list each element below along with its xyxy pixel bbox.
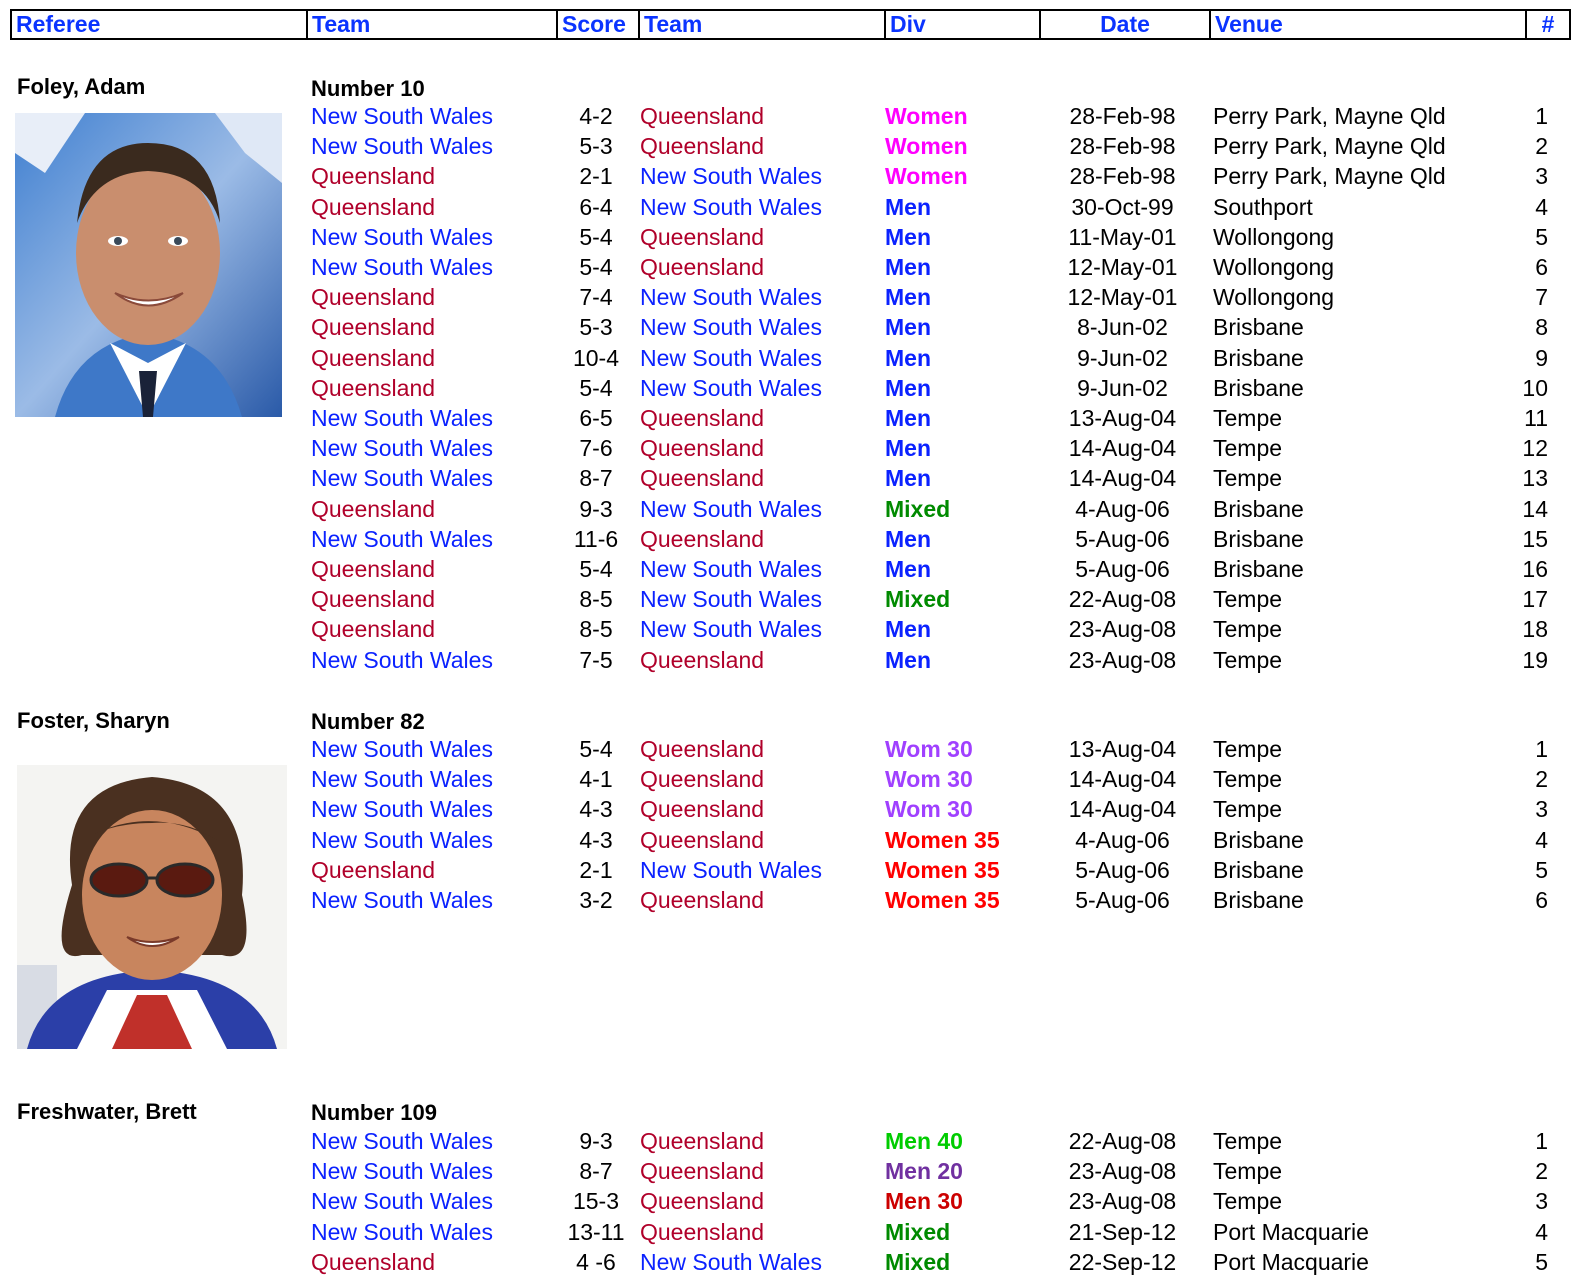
- game-row: [0, 764, 1582, 794]
- game-row: [0, 1186, 1582, 1216]
- home-team: New South Wales: [311, 736, 493, 762]
- game-date: 22-Sep-12: [1068, 1248, 1177, 1275]
- venue: Brisbane: [1213, 495, 1304, 522]
- home-team: Queensland: [311, 284, 436, 311]
- game-date: 5-Aug-06: [1075, 525, 1170, 552]
- game-date: 23-Aug-08: [1068, 616, 1177, 643]
- game-date: 28-Feb-98: [1069, 103, 1176, 129]
- score: 5-4: [579, 374, 613, 401]
- away-team: Queensland: [640, 1128, 765, 1154]
- game-date: 14-Aug-04: [1068, 465, 1177, 492]
- division: Men: [885, 435, 931, 462]
- game-date: 28-Feb-98: [1069, 163, 1176, 190]
- away-team: Queensland: [640, 1218, 765, 1245]
- division: Men: [885, 556, 931, 582]
- division: Men: [885, 374, 931, 401]
- division: Women 35: [885, 856, 1000, 883]
- referee-name: Foley, Adam: [17, 74, 146, 99]
- game-number: 10: [1522, 374, 1548, 401]
- game-number: 4: [1535, 1218, 1548, 1245]
- venue: Wollongong: [1213, 254, 1335, 280]
- game-row: [0, 1126, 1582, 1156]
- score: 15-3: [572, 1188, 620, 1215]
- score: 5-3: [579, 314, 613, 341]
- game-row: [0, 885, 1582, 915]
- home-team: New South Wales: [311, 826, 493, 853]
- game-number: 5: [1535, 856, 1548, 883]
- game-row: [0, 584, 1582, 614]
- venue: Tempe: [1213, 1188, 1283, 1215]
- home-team: New South Wales: [311, 796, 493, 823]
- game-date: 22-Aug-08: [1068, 1128, 1177, 1154]
- game-row: [0, 1217, 1582, 1247]
- game-row: [0, 433, 1582, 463]
- away-team: Queensland: [640, 796, 765, 823]
- game-date: 5-Aug-06: [1075, 856, 1170, 883]
- game-date: 28-Feb-98: [1069, 133, 1176, 160]
- venue: Perry Park, Mayne Qld: [1213, 133, 1446, 160]
- score: 4-3: [579, 826, 613, 853]
- venue: Tempe: [1213, 766, 1283, 793]
- game-row: [0, 1156, 1582, 1186]
- score: 8-5: [579, 586, 613, 613]
- game-date: 4-Aug-06: [1075, 495, 1170, 522]
- game-number: 9: [1535, 344, 1548, 371]
- home-team: New South Wales: [311, 766, 493, 793]
- away-team: Queensland: [640, 766, 765, 793]
- game-row: [0, 855, 1582, 885]
- home-team: New South Wales: [311, 887, 493, 913]
- game-number: 4: [1535, 193, 1548, 220]
- away-team: Queensland: [640, 646, 765, 673]
- venue: Brisbane: [1213, 826, 1304, 853]
- header-venue: Venue: [1209, 11, 1525, 38]
- score: 7-4: [579, 284, 613, 311]
- score: 10-4: [572, 344, 620, 371]
- game-date: 8-Jun-02: [1077, 314, 1168, 341]
- division: Men: [885, 405, 931, 431]
- game-row: [0, 161, 1582, 191]
- venue: Tempe: [1213, 796, 1283, 823]
- venue: Brisbane: [1213, 856, 1304, 883]
- away-team: New South Wales: [640, 495, 822, 522]
- venue: Tempe: [1213, 1158, 1283, 1185]
- game-row: [0, 192, 1582, 222]
- game-date: 5-Aug-06: [1075, 556, 1170, 582]
- away-team: Queensland: [640, 826, 765, 853]
- home-team: New South Wales: [311, 525, 493, 552]
- header-date: Date: [1039, 11, 1209, 38]
- home-team: Queensland: [311, 856, 436, 883]
- game-number: 6: [1535, 254, 1548, 280]
- score: 6-4: [579, 193, 613, 220]
- game-date: 14-Aug-04: [1068, 766, 1177, 793]
- score: 5-4: [579, 736, 613, 762]
- referee-number: Number 82: [311, 709, 425, 734]
- header-team-2: Team: [638, 11, 884, 38]
- division: Women 35: [885, 826, 1000, 853]
- score: 5-4: [579, 556, 613, 582]
- division: Men: [885, 223, 931, 250]
- game-number: 19: [1522, 646, 1548, 673]
- away-team: Queensland: [640, 405, 765, 431]
- score: 4-2: [579, 103, 613, 129]
- game-row: [0, 463, 1582, 493]
- venue: Port Macquarie: [1213, 1248, 1369, 1275]
- header-score: Score: [556, 11, 638, 38]
- venue: Tempe: [1213, 646, 1283, 673]
- referee-name: Freshwater, Brett: [17, 1099, 197, 1124]
- home-team: Queensland: [311, 374, 436, 401]
- away-team: New South Wales: [640, 556, 822, 582]
- game-row: [0, 312, 1582, 342]
- away-team: Queensland: [640, 103, 765, 129]
- header-team-1: Team: [306, 11, 556, 38]
- game-date: 21-Sep-12: [1068, 1218, 1177, 1245]
- home-team: Queensland: [311, 193, 436, 220]
- game-number: 2: [1535, 766, 1548, 793]
- game-number: 12: [1522, 435, 1548, 462]
- game-number: 15: [1522, 525, 1548, 552]
- venue: Brisbane: [1213, 887, 1304, 913]
- division: Wom 30: [885, 766, 973, 793]
- score: 4 -6: [576, 1248, 616, 1275]
- score: 5-3: [579, 133, 613, 160]
- venue: Brisbane: [1213, 556, 1304, 582]
- referee-number: Number 10: [311, 76, 425, 101]
- away-team: New South Wales: [640, 193, 822, 220]
- away-team: Queensland: [640, 254, 765, 280]
- home-team: New South Wales: [311, 223, 493, 250]
- score: 5-4: [579, 223, 613, 250]
- division: Mixed: [885, 1248, 951, 1275]
- game-date: 9-Jun-02: [1077, 344, 1168, 371]
- away-team: New South Wales: [640, 284, 822, 311]
- game-number: 2: [1535, 1158, 1548, 1185]
- venue: Tempe: [1213, 586, 1283, 613]
- division: Men: [885, 525, 931, 552]
- venue: Wollongong: [1213, 284, 1335, 311]
- game-row: [0, 373, 1582, 403]
- game-row: [0, 282, 1582, 312]
- venue: Tempe: [1213, 465, 1283, 492]
- home-team: New South Wales: [311, 103, 493, 129]
- division: Men 30: [885, 1188, 963, 1215]
- division: Mixed: [885, 1218, 951, 1245]
- division: Men: [885, 254, 931, 280]
- game-date: 30-Oct-99: [1071, 193, 1174, 220]
- score: 3-2: [579, 887, 613, 913]
- game-date: 13-Aug-04: [1068, 405, 1177, 431]
- division: Wom 30: [885, 736, 973, 762]
- home-team: New South Wales: [311, 133, 493, 160]
- game-date: 4-Aug-06: [1075, 826, 1170, 853]
- venue: Tempe: [1213, 736, 1283, 762]
- score: 8-7: [579, 465, 613, 492]
- division: Men 40: [885, 1128, 963, 1154]
- game-number: 5: [1535, 223, 1548, 250]
- venue: Perry Park, Mayne Qld: [1213, 103, 1446, 129]
- game-number: 1: [1535, 736, 1548, 762]
- column-header-bar: [10, 9, 1571, 40]
- venue: Brisbane: [1213, 314, 1304, 341]
- away-team: Queensland: [640, 465, 765, 492]
- away-team: New South Wales: [640, 374, 822, 401]
- referee-name: Foster, Sharyn: [17, 708, 170, 733]
- home-team: Queensland: [311, 586, 436, 613]
- game-number: 2: [1535, 133, 1548, 160]
- venue: Tempe: [1213, 1128, 1283, 1154]
- score: 9-3: [579, 495, 613, 522]
- game-date: 11-May-01: [1068, 223, 1177, 250]
- home-team: Queensland: [311, 344, 436, 371]
- division: Mixed: [885, 586, 951, 613]
- venue: Tempe: [1213, 405, 1283, 431]
- game-number: 1: [1535, 103, 1548, 129]
- game-number: 1: [1535, 1128, 1548, 1154]
- away-team: New South Wales: [640, 856, 822, 883]
- game-number: 8: [1535, 314, 1548, 341]
- game-date: 9-Jun-02: [1077, 374, 1168, 401]
- game-row: [0, 343, 1582, 373]
- game-date: 13-Aug-04: [1068, 736, 1177, 762]
- away-team: Queensland: [640, 525, 765, 552]
- venue: Brisbane: [1213, 525, 1304, 552]
- home-team: New South Wales: [311, 1188, 493, 1215]
- venue: Wollongong: [1213, 223, 1335, 250]
- home-team: Queensland: [311, 314, 436, 341]
- away-team: Queensland: [640, 223, 765, 250]
- venue: Port Macquarie: [1213, 1218, 1369, 1245]
- game-row: [0, 794, 1582, 824]
- division: Mixed: [885, 495, 951, 522]
- away-team: Queensland: [640, 435, 765, 462]
- division: Men: [885, 344, 931, 371]
- game-date: 14-Aug-04: [1068, 435, 1177, 462]
- game-row: [0, 524, 1582, 554]
- away-team: Queensland: [640, 1158, 765, 1185]
- game-row: [0, 1247, 1582, 1277]
- home-team: New South Wales: [311, 1128, 493, 1154]
- division: Men: [885, 284, 931, 311]
- game-row: [0, 645, 1582, 675]
- division: Women: [885, 133, 968, 160]
- game-number: 14: [1522, 495, 1548, 522]
- division: Women 35: [885, 887, 1000, 913]
- game-row: [0, 403, 1582, 433]
- home-team: New South Wales: [311, 1218, 493, 1245]
- game-date: 12-May-01: [1067, 254, 1178, 280]
- game-row: [0, 734, 1582, 764]
- game-number: 18: [1522, 616, 1548, 643]
- venue: Perry Park, Mayne Qld: [1213, 163, 1446, 190]
- game-number: 6: [1535, 887, 1548, 913]
- home-team: Queensland: [311, 495, 436, 522]
- home-team: New South Wales: [311, 435, 493, 462]
- away-team: Queensland: [640, 736, 765, 762]
- game-number: 3: [1535, 163, 1548, 190]
- away-team: New South Wales: [640, 586, 822, 613]
- score: 8-7: [579, 1158, 613, 1185]
- home-team: New South Wales: [311, 254, 493, 280]
- away-team: Queensland: [640, 133, 765, 160]
- game-row: [0, 614, 1582, 644]
- division: Men: [885, 193, 931, 220]
- away-team: Queensland: [640, 887, 765, 913]
- division: Men: [885, 314, 931, 341]
- game-number: 16: [1522, 556, 1548, 582]
- score: 4-1: [579, 766, 613, 793]
- division: Men: [885, 616, 931, 643]
- referee-number: Number 109: [311, 1100, 437, 1125]
- venue: Southport: [1213, 193, 1313, 220]
- home-team: New South Wales: [311, 1158, 493, 1185]
- score: 5-4: [579, 254, 613, 280]
- game-number: 3: [1535, 796, 1548, 823]
- home-team: New South Wales: [311, 465, 493, 492]
- game-row: [0, 131, 1582, 161]
- game-date: 23-Aug-08: [1068, 646, 1177, 673]
- game-row: [0, 222, 1582, 252]
- away-team: New South Wales: [640, 344, 822, 371]
- game-row: [0, 825, 1582, 855]
- game-number: 3: [1535, 1188, 1548, 1215]
- home-team: New South Wales: [311, 405, 493, 431]
- away-team: New South Wales: [640, 1248, 822, 1275]
- score: 6-5: [579, 405, 613, 431]
- division: Women: [885, 103, 968, 129]
- home-team: New South Wales: [311, 646, 493, 673]
- game-date: 14-Aug-04: [1068, 796, 1177, 823]
- away-team: Queensland: [640, 1188, 765, 1215]
- game-number: 11: [1524, 405, 1548, 431]
- game-date: 5-Aug-06: [1075, 887, 1170, 913]
- score: 11-6: [573, 525, 619, 552]
- away-team: New South Wales: [640, 314, 822, 341]
- home-team: Queensland: [311, 1248, 436, 1275]
- score: 7-5: [579, 646, 613, 673]
- game-number: 17: [1522, 586, 1548, 613]
- header-game-number: #: [1525, 11, 1569, 38]
- header-referee: Referee: [16, 11, 101, 37]
- venue: Brisbane: [1213, 374, 1304, 401]
- score: 4-3: [579, 796, 613, 823]
- division: Men 20: [885, 1158, 963, 1185]
- venue: Brisbane: [1213, 344, 1304, 371]
- score: 9-3: [579, 1128, 613, 1154]
- game-number: 4: [1535, 826, 1548, 853]
- away-team: New South Wales: [640, 616, 822, 643]
- game-date: 12-May-01: [1067, 284, 1178, 311]
- game-date: 23-Aug-08: [1068, 1158, 1177, 1185]
- game-row: [0, 494, 1582, 524]
- score: 2-1: [579, 163, 613, 190]
- score: 7-6: [579, 435, 613, 462]
- game-row: [0, 101, 1582, 131]
- game-date: 22-Aug-08: [1068, 586, 1177, 613]
- game-number: 13: [1522, 465, 1548, 492]
- away-team: New South Wales: [640, 163, 822, 190]
- division: Wom 30: [885, 796, 973, 823]
- game-number: 7: [1535, 284, 1548, 311]
- home-team: Queensland: [311, 556, 436, 582]
- score: 13-11: [567, 1218, 625, 1245]
- game-date: 23-Aug-08: [1068, 1188, 1177, 1215]
- header-div: Div: [884, 11, 1039, 38]
- score: 2-1: [579, 856, 613, 883]
- score: 8-5: [579, 616, 613, 643]
- division: Men: [885, 646, 931, 673]
- home-team: Queensland: [311, 163, 436, 190]
- division: Women: [885, 163, 968, 190]
- division: Men: [885, 465, 931, 492]
- venue: Tempe: [1213, 616, 1283, 643]
- game-number: 5: [1535, 1248, 1548, 1275]
- venue: Tempe: [1213, 435, 1283, 462]
- game-row: [0, 252, 1582, 282]
- home-team: Queensland: [311, 616, 436, 643]
- game-row: [0, 554, 1582, 584]
